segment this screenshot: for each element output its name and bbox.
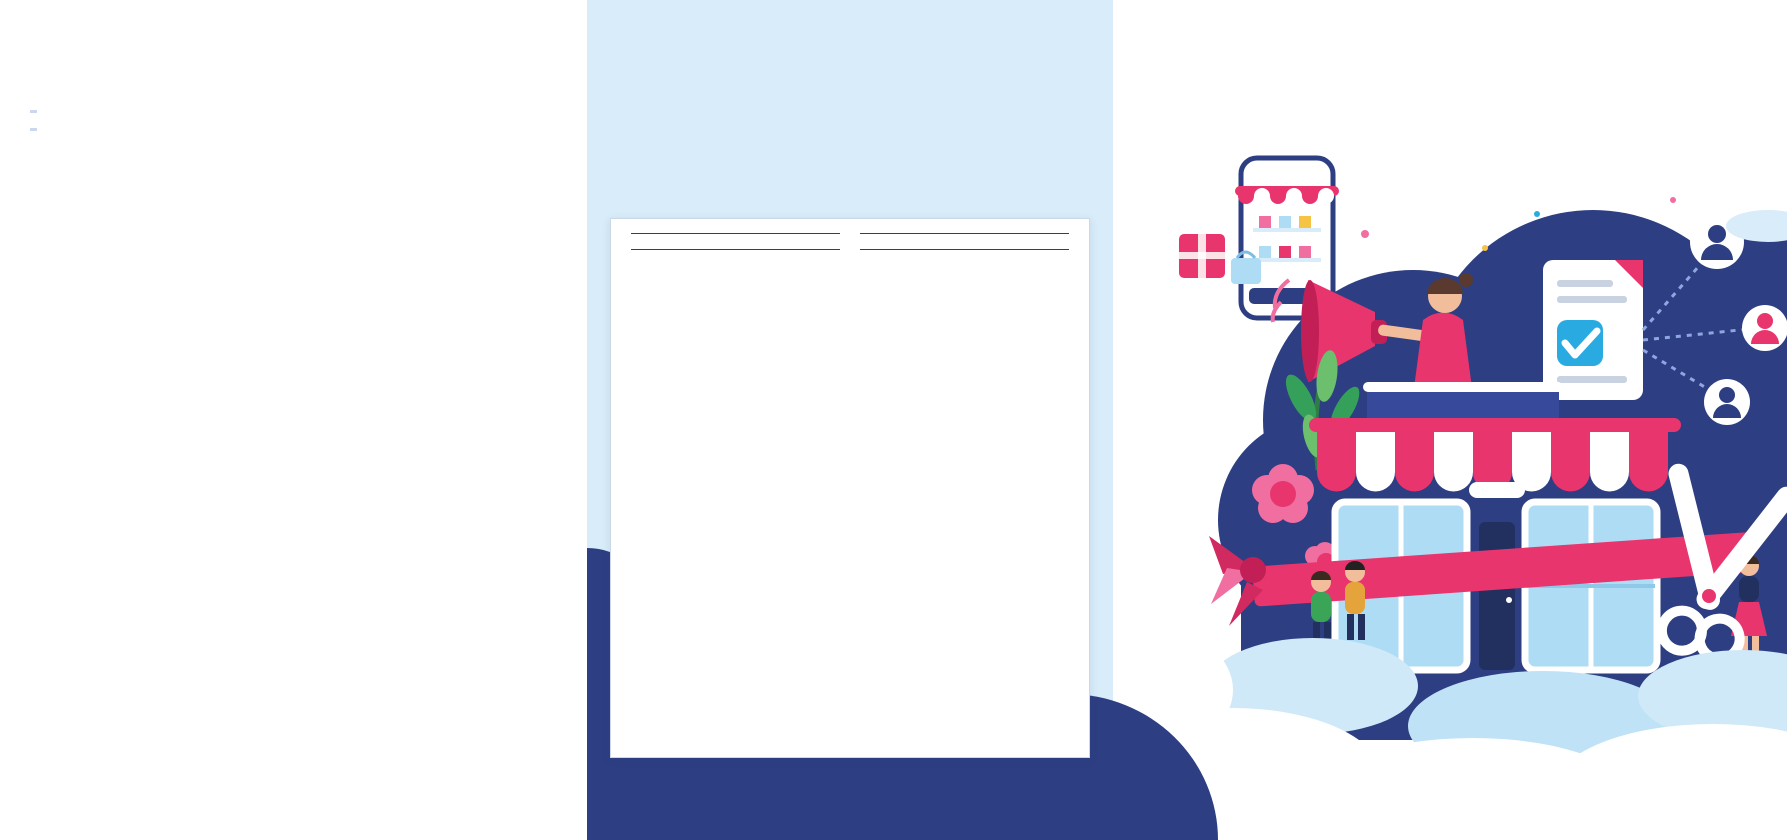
- section-3-header: [30, 56, 535, 86]
- partners-row: [611, 262, 1089, 268]
- left-panel: [0, 0, 587, 840]
- members-box: [610, 218, 1090, 758]
- main-items-col1: [30, 100, 271, 154]
- document-checklist-icon: [1543, 260, 1643, 400]
- cover-panel: [1113, 0, 1787, 840]
- storefront-awning: [1309, 418, 1681, 492]
- active-members-divider: [631, 233, 1069, 234]
- highlight-line2: [30, 128, 37, 131]
- items-6-9: [295, 100, 536, 154]
- associate-members-row: [611, 252, 1089, 258]
- highlight-statement: [30, 100, 271, 136]
- main-items-section: [30, 100, 535, 154]
- highlight-line1: [30, 110, 37, 113]
- middle-panel: [587, 0, 1113, 840]
- transformation-illustration: [1113, 130, 1787, 830]
- associate-members-divider: [631, 249, 1069, 250]
- active-members-row5: [611, 241, 1089, 247]
